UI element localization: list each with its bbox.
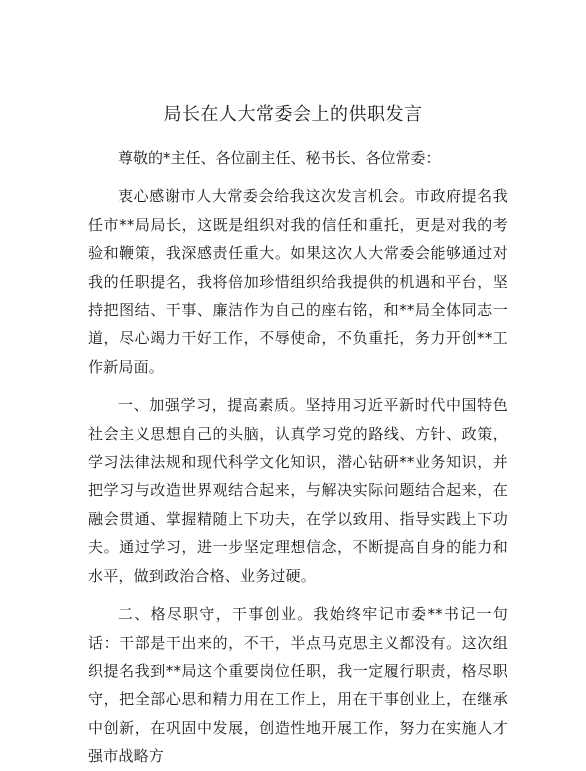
document-body [88,144,508,771]
paragraph-opening: 衷心感谢市人大常委会给我这次发言机会。市政府提名我任市**局局长，这既是组织对我的信任和重托，更是对我的考验和鞭策，我深感责任重大。如果这次人大常委会能够通过对我的任职提名，我将倍加珍惜组织给我提供的机遇和平台，坚持把图结、干事、廉洁作为自己的座右铭，和**局全体同志一道，尽心竭力干好工作，不辱使命，不负重托，务力开创**工作新局面。 [88,187,508,376]
document-title: 局长在人大常委会上的供职发言 [163,104,423,125]
paragraph-study: 一、加强学习，提高素质。坚持用习近平新时代中国特色社会主义思想自己的头脑，认真学习党的路线、方针、政策，学习法律法规和现代科学文化知识，潜心钻研**业务知识，并把学习与改造世界观结合起来，与解决实际问题结合起来，在融会贯通、掌握精随上下功夫，在学以致用、指导实践上下功夫。通过学习，进一步坚定理想信念，不断提高自身的能力和水平，做到政治合格、业务过硬。 [88,396,508,585]
paragraph-duty: 二、格尽职守，干事创业。我始终牢记市委**书记一句话：干部是干出来的，不干，半点马克思主义都没有。这次组织提名我到**局这个重要岗位任职，我一定履行职责，格尽职守，把全部心思和精力用在工作上，用在干事创业上，在继承中创新，在巩固中发展，创造性地开展工作，努力在实施人才强市战略方 [88,605,508,766]
salutation: 尊敬的*主任、各位副主任、秘书长、各位常委： [118,149,441,167]
